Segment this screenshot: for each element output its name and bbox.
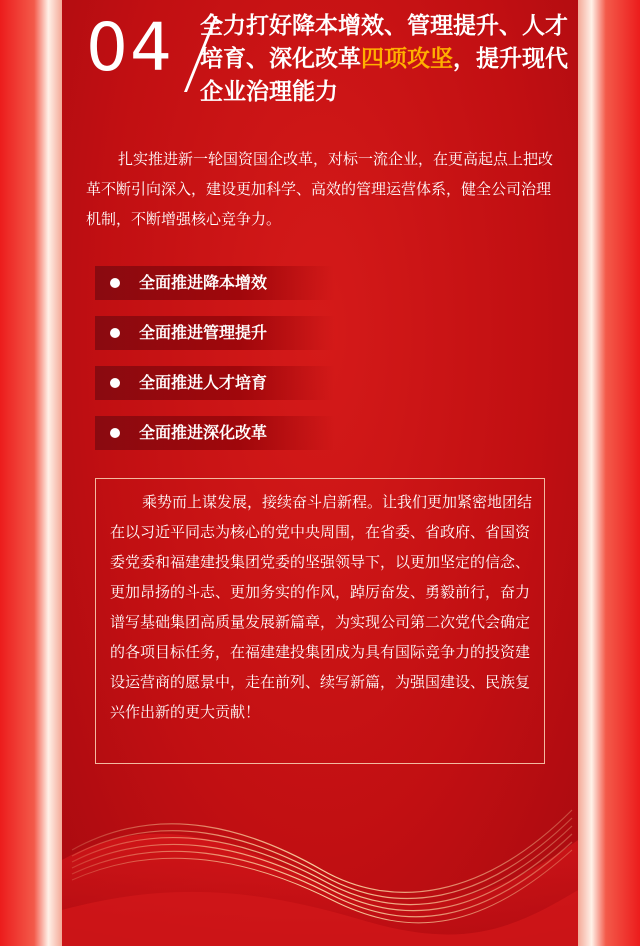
bullet-dot-icon	[110, 428, 120, 438]
ribbon-decoration	[62, 770, 578, 946]
bullet-item	[95, 266, 335, 300]
bullet-dot-icon	[110, 378, 120, 388]
bullet-dot-icon	[110, 278, 120, 288]
intro-paragraph: 扎实推进新一轮国资国企改革，对标一流企业，在更高起点上把改革不断引向深入，建设更加科学、高效的管理运营体系，健全公司治理机制，不断增强核心竞争力。	[86, 150, 554, 228]
bullet-item	[95, 366, 335, 400]
bullet-label: 全面推进降本增效	[139, 273, 268, 292]
section-title-part1: 全力打好降本增效、管理提升、人才培育、深化改革	[200, 13, 568, 72]
section-title-highlight: 四项攻坚	[361, 46, 453, 72]
right-border-decoration	[578, 0, 640, 946]
left-border-decoration	[0, 0, 62, 946]
bullet-item	[95, 416, 335, 450]
closing-paragraph: 乘势而上谋发展，接续奋斗启新程。让我们更加紧密地团结在以习近平同志为核心的党中央周围，在省委、省政府、省国资委党委和福建建投集团党委的坚强领导下，以更加坚定的信念、更加昂扬的斗志、更加务实的作风，踔厉奋发、勇毅前行，奋力谱写基础集团高质量发展新篇章，为实现公司第二次党代会确定的各项目标任务，在福建建投集团成为具有国际竞争力的投资建设运营商的愿景中，走在前列、续写新篇，为强国建设、民族复兴作出新的更大贡献！	[110, 493, 533, 721]
section-title	[200, 10, 572, 109]
section-heading	[76, 6, 576, 116]
closing-box	[95, 478, 545, 764]
section-title-part2: ，提升现代企业治理能力	[200, 46, 568, 105]
bullet-item	[95, 316, 335, 350]
bullet-label: 全面推进管理提升	[139, 323, 268, 342]
bullet-label: 全面推进人才培育	[139, 373, 268, 392]
section-number: 04	[86, 9, 174, 86]
bullet-label: 全面推进深化改革	[139, 423, 268, 442]
bullet-dot-icon	[110, 328, 120, 338]
